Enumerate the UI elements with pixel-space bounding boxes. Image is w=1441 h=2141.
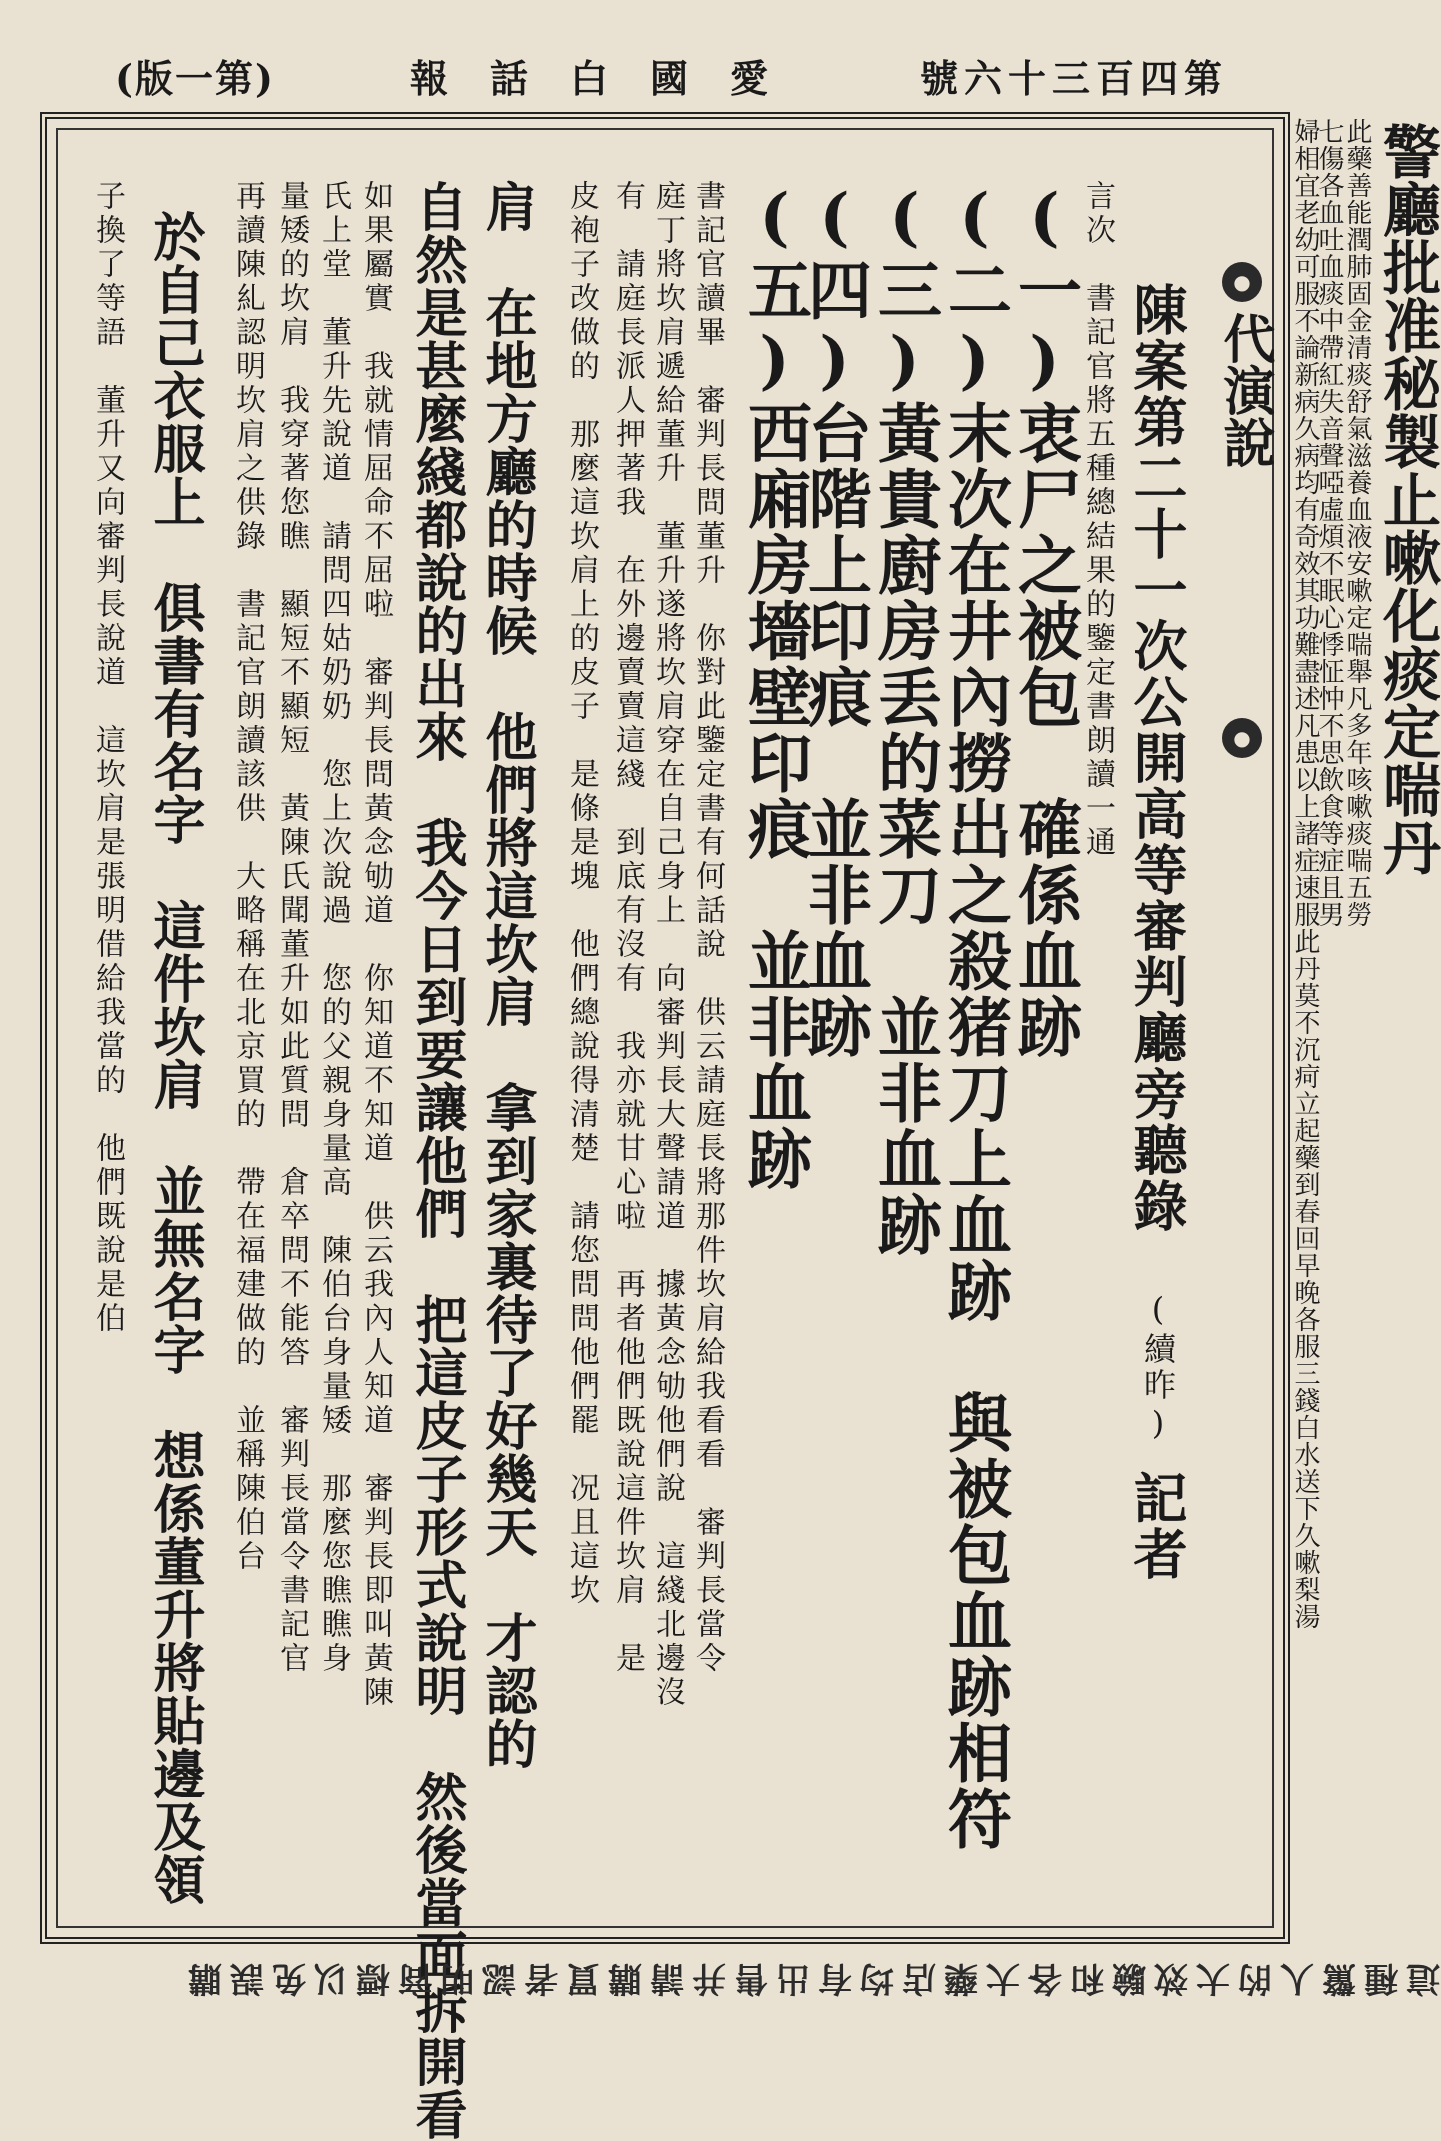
article-column-18: 子換了等語 董升又向審判長說道 這坎肩是張明借給我當的 他們既說是伯 [90, 180, 125, 1336]
article-column-11: 肩 在地方廳的時候 他們將這坎肩 拿到家裏待了好幾天 才認的 [476, 180, 537, 1770]
article-column-6: (五)西廂房墻壁印痕 並非血跡 [737, 180, 812, 1192]
paper-name: 報話白國愛 [410, 56, 811, 101]
continued-label: (續昨) [1139, 1290, 1177, 1446]
ad-body-1: 此藥善能潤肺固金清痰舒氣滋養血液安嗽定喘舉凡多年咳嗽痰喘五勞 [1342, 118, 1372, 928]
section-title: 代演說 [1214, 312, 1275, 468]
article-column-4: (三)黃貴廚房丢的菜刀 並非血跡 [867, 180, 942, 1258]
article-column-16: 再讀陳糺認明坎肩之供錄 書記官朗讀該供 大略稱在北京買的 帶在福建做的 並稱陳伯台 [230, 180, 265, 1574]
byline: 記者 [1125, 1470, 1189, 1582]
article-column-15: 量矮的坎肩 我穿著您瞧 顯短不顯短 黃陳氏聞董升如此質問 倉卒問不能答 審判長當令書記官 [274, 180, 309, 1676]
edition-label: (版一第) [115, 56, 275, 101]
article-column-10: 皮袍子改做的 那麼這坎肩上的皮子 是條是塊 他們總說得清楚 請您問問他們罷 况且這坎 [564, 180, 599, 1608]
advertisement-column [1290, 112, 1441, 1944]
footer-advert-strip: 這種驚人的大效驗和各大藥店均有出售并請購買者認明商標以免誤購 [180, 1958, 1440, 1998]
article-column-13: 如果屬實 我就情屈命不屈啦 審判長問黃念劬道 你知道不知道 供云我內人知道 審判長即叫黃陳 [358, 180, 393, 1710]
section-dot-bottom: ● [1222, 718, 1262, 758]
article-column-5: (四)台階上印痕 並非血跡 [797, 180, 872, 1060]
article-title: 陳案第二十一次公開高等審判廳旁聽錄 [1125, 282, 1189, 1234]
section-dot-top: ● [1222, 262, 1262, 302]
article-column-12: 自然是甚麼綫都說的出來 我今日到要讓他們 把這皮子形式說明 然後當面拆開看 [406, 180, 467, 2141]
issue-number: 號六十三百四第 [920, 56, 1229, 101]
article-column-3: (二)末次在井內撈出之殺猪刀上血跡 與被包血跡相符 [937, 180, 1012, 1852]
ad-body-2: 七傷各血吐血痰中帶紅失音聲啞虛煩不眠心悸怔忡不思飲食等症且男 [1314, 118, 1344, 928]
ad-body-3: 婦相宜老幼可服不論新病久病均有奇效其功難盡述凡患以上諸症速服此丹莫不沉疴立起藥到春回早晚各服三錢白水送下久嗽梨湯 [1290, 118, 1320, 1630]
article-column-8: 庭丁將坎肩遞給董升 董升遂將坎肩穿在自己身上 向審判長大聲請道 據黃念劬他們說 這綫北邊沒 [650, 180, 685, 1710]
article-column-14: 氏上堂 董升先說道 請問四姑奶奶 您上次說過 您的父親身量高 陳伯台身量矮 那麼您瞧瞧身 [316, 180, 351, 1676]
article-column-7: 書記官讀畢 審判長問董升 你對此鑒定書有何話說 供云請庭長將那件坎肩給我看看 審判長當令 [690, 180, 725, 1676]
article-column-17: 於自己衣服上 俱書有名字 這件坎肩 並無名字 想係董升將貼邊及領 [144, 210, 205, 1906]
article-column-9: 有 請庭長派人押著我 在外邊賣賣這綫 到底有沒有 我亦就甘心啦 再者他們既說這件坎肩 是 [610, 180, 645, 1676]
article-column-1: 言次 書記官將五種總結果的鑒定書朗讀一通 [1080, 180, 1115, 860]
newspaper-header [0, 0, 1440, 110]
ad-title: 警廳批准秘製止嗽化痰定喘丹 [1373, 122, 1441, 876]
article-column-2: (一)衷尸之被包 確係血跡 [1007, 180, 1082, 1060]
